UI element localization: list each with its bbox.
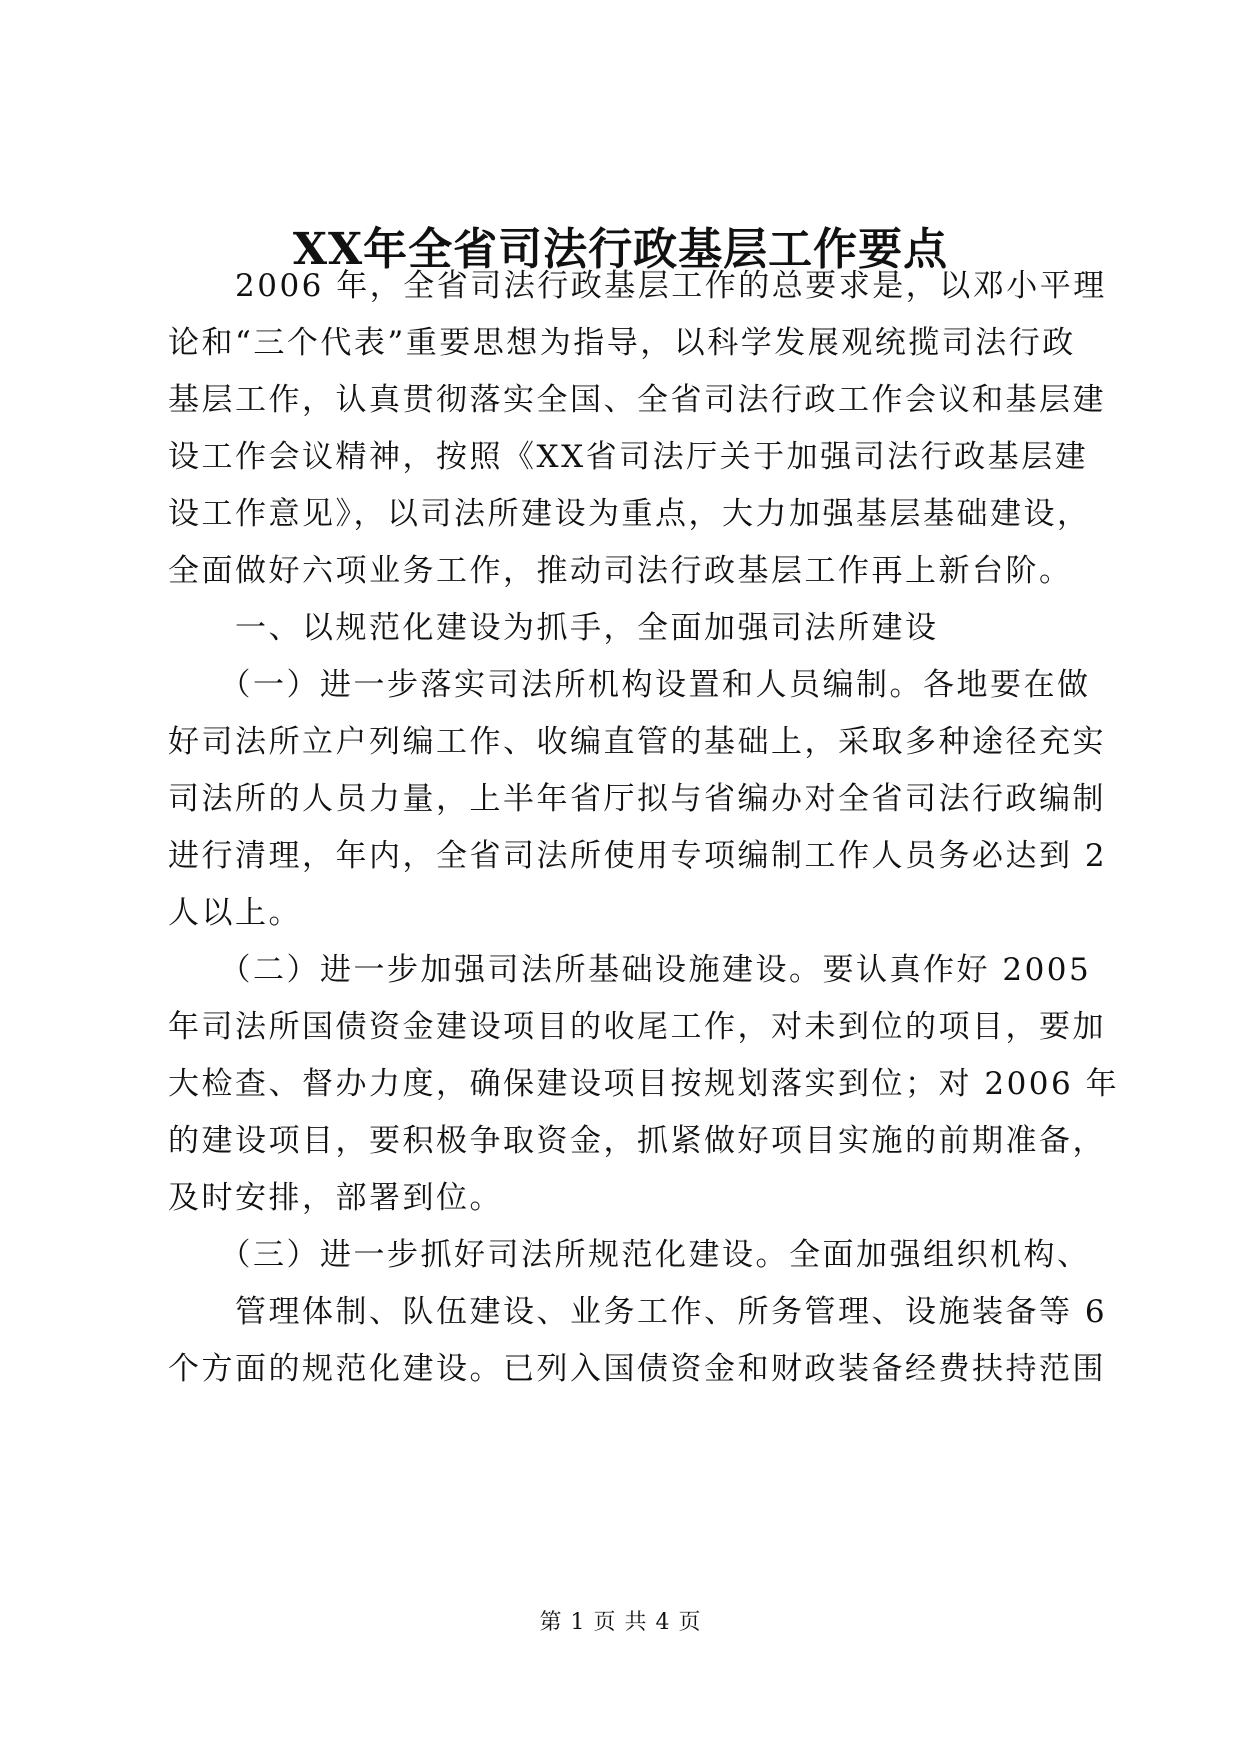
body-line-14: 年司法所国债资金建设项目的收尾工作，对未到位的项目，要加 <box>168 1009 1106 1045</box>
body-line-2: 论和“三个代表”重要思想为指导，以科学发展观统揽司法行政 <box>168 325 1076 361</box>
body-line-8: （一）进一步落实司法所机构设置和人员编制。各地要在做 <box>168 667 1091 703</box>
body-line-19: 管理体制、队伍建设、业务工作、所务管理、设施装备等 6 <box>168 1294 1108 1330</box>
body-line-10: 司法所的人员力量，上半年省厅拟与省编办对全省司法行政编制 <box>168 781 1106 817</box>
body-line-5: 设工作意见》，以司法所建设为重点，大力加强基层基础建设， <box>168 496 1091 532</box>
document-title: XX年全省司法行政基层工作要点 <box>292 224 949 275</box>
body-line-16: 的建设项目，要积极争取资金，抓紧做好项目实施的前期准备， <box>168 1123 1106 1159</box>
body-line-6: 全面做好六项业务工作，推动司法行政基层工作再上新台阶。 <box>168 553 1073 589</box>
body-line-4: 设工作会议精神，按照《XX省司法厅关于加强司法行政基层建 <box>168 439 1089 475</box>
body-line-11: 进行清理，年内，全省司法所使用专项编制工作人员务必达到 2 <box>168 838 1108 874</box>
body-line-13: （二）进一步加强司法所基础设施建设。要认真作好 2005 <box>168 952 1092 988</box>
body-line-20: 个方面的规范化建设。已列入国债资金和财政装备经费扶持范围 <box>168 1351 1106 1387</box>
body-line-9: 好司法所立户列编工作、收编直管的基础上，采取多种途径充实 <box>168 724 1106 760</box>
body-line-12: 人以上。 <box>168 895 302 931</box>
body-line-1: 2006 年，全省司法行政基层工作的总要求是，以邓小平理 <box>168 268 1107 304</box>
body-line-3: 基层工作，认真贯彻落实全国、全省司法行政工作会议和基层建 <box>168 382 1106 418</box>
section-heading-1: 一、以规范化建设为抓手，全面加强司法所建设 <box>168 610 939 646</box>
body-line-18: （三）进一步抓好司法所规范化建设。全面加强组织机构、 <box>168 1237 1091 1273</box>
page-number: 第 1 页 共 4 页 <box>539 1610 702 1635</box>
body-line-17: 及时安排，部署到位。 <box>168 1180 503 1216</box>
body-line-15: 大检查、督办力度，确保建设项目按规划落实到位；对 2006 年 <box>168 1066 1120 1102</box>
